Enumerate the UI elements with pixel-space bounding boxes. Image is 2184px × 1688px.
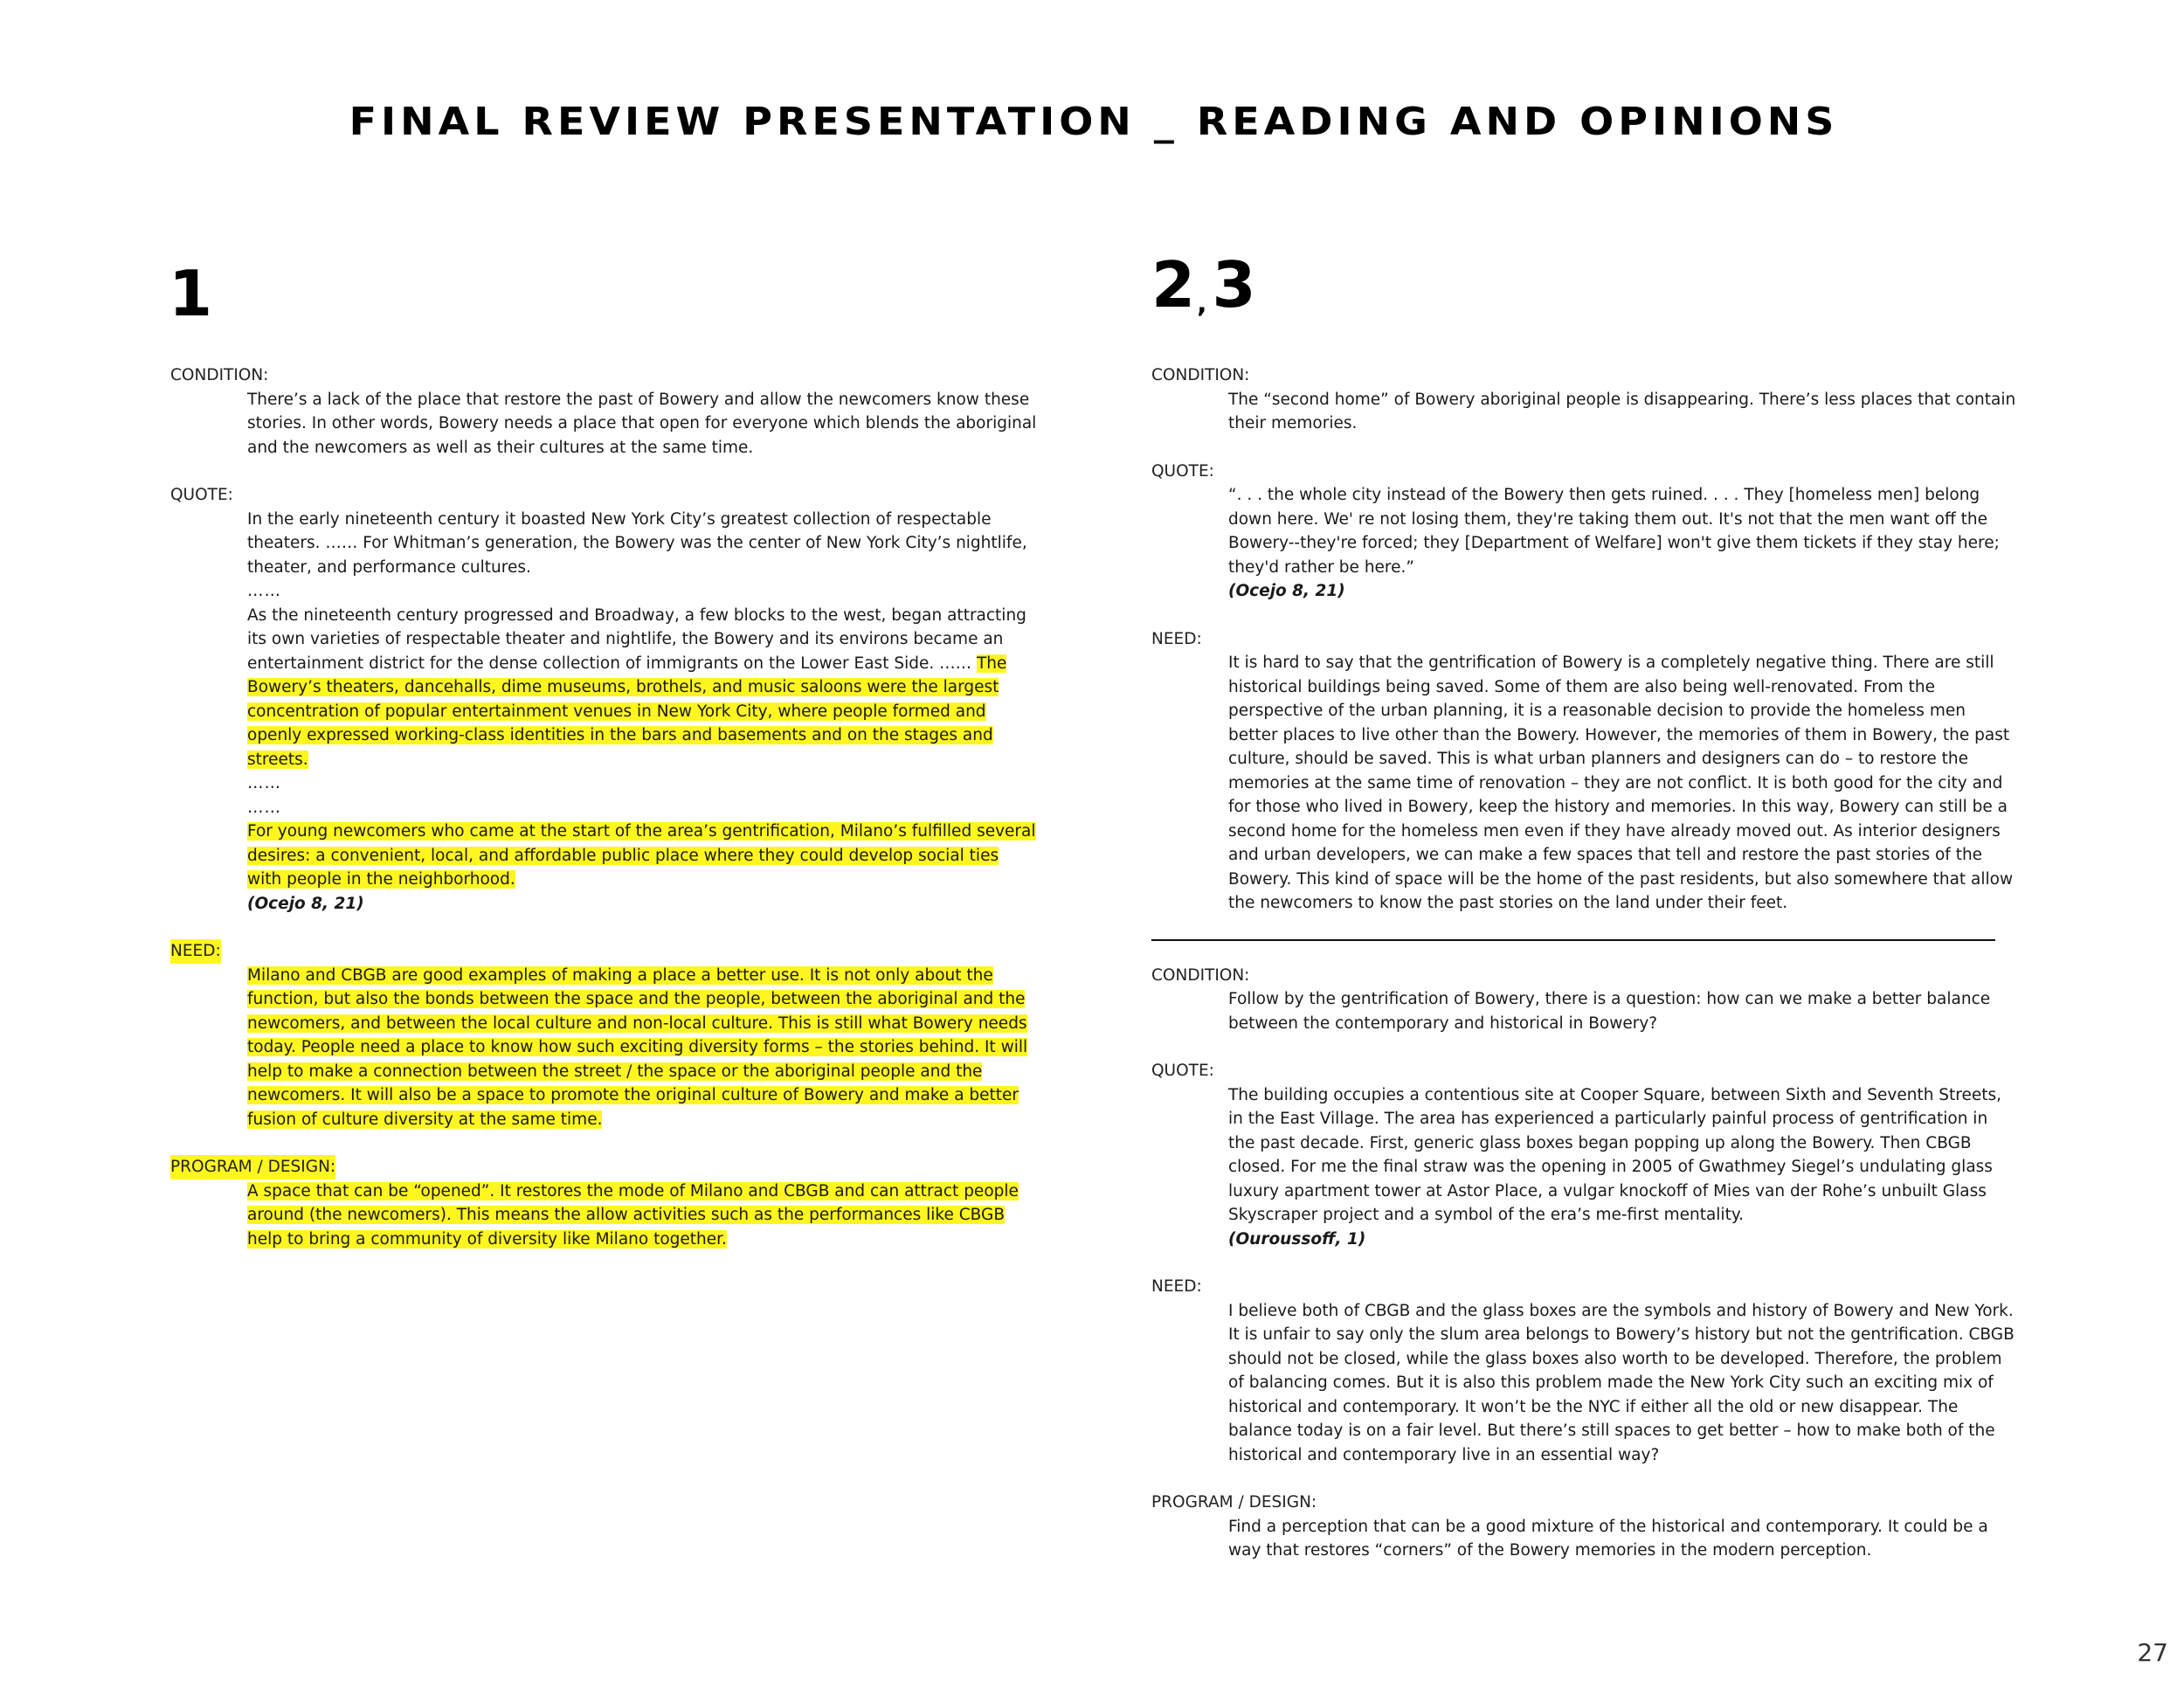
quote-label: QUOTE:	[170, 486, 233, 504]
quote-p2-plain: As the nineteenth century progressed and Broadway, a few blocks to the west, began attracting its own varieties of respectable theater and nightlife, the Bowery and its environs became an entertainment district for the dense collection of immigrants on the Lower East Side. ……	[247, 605, 1026, 673]
column-number-2-3	[1151, 248, 1256, 322]
page-number: 27	[2137, 1638, 2168, 1667]
program-label: PROGRAM / DESIGN:	[1151, 1493, 1317, 1512]
right-s1-quote-section	[1151, 460, 2025, 604]
condition-text: There’s a lack of the place that restore the past of Bowery and allow the newcomers know these stories. In other words, Bowery needs a place that open for everyone which blends the aboriginal and the newcomers as well as their cultures at the same time.	[247, 390, 1037, 457]
ellipsis-3: ……	[247, 798, 281, 817]
number-3: 3	[1212, 248, 1256, 322]
left-quote-section	[170, 483, 1044, 916]
page-title: FINAL REVIEW PRESENTATION _ READING AND OPINIONS	[349, 99, 1839, 144]
quote-text: “. . . the whole city instead of the Bowery then gets ruined. . . . They [homeless men] belong down here. We' re not losing them, they're taking them out. It's not that the men want off the Bowery--they're forced; they [Department of Welfare] won't give them tickets if they stay here; they'd rather be here.”	[1228, 486, 2000, 577]
program-text: A space that can be “opened”. It restores the mode of Milano and CBGB and can attract people around (the newcomers). This means the allow activities such as the performances like CBGB help to bring a community of diversity like Milano together.	[247, 1181, 1019, 1249]
left-need-section	[170, 939, 1044, 1131]
citation: (Ocejo 8, 21)	[247, 894, 364, 913]
right-s2-condition-section	[1151, 964, 2025, 1036]
quote-p3-highlight: For young newcomers who came at the start of the area’s gentrification, Milano’s fulfilled several desires: a convenient, local, and affordable public place where they could develop social ties with people in the neighborhood.	[247, 822, 1036, 889]
program-paragraph	[247, 1180, 1038, 1252]
quote-label: QUOTE:	[1151, 461, 1214, 481]
need-label: NEED:	[1151, 629, 1202, 648]
right-s1-condition-section	[1151, 363, 2025, 436]
need-label: NEED:	[170, 939, 221, 964]
left-program-section	[170, 1155, 1044, 1251]
condition-text: The “second home” of Bowery aboriginal people is disappearing. There’s less places that contain their memories.	[1228, 390, 2016, 432]
quote-paragraph-1: In the early nineteenth century it boasted New York City’s greatest collection of respectable theaters. …… For Whitman’s generation, the Bowery was the center of New York City’s nightlife, theater, and performance cultures.	[247, 509, 1027, 577]
section-divider	[1151, 939, 1995, 941]
left-condition-section	[170, 363, 1044, 460]
condition-text: Follow by the gentrification of Bowery, there is a question: how can we make a better balance between the contemporary and historical in Bowery?	[1228, 990, 1991, 1033]
citation: (Ocejo 8, 21)	[1228, 582, 1345, 600]
need-text: I believe both of CBGB and the glass boxes are the symbols and history of Bowery and New York. It is unfair to say only the slum area belongs to Bowery’s history but not the gentrification. CBGB should not be closed, while the glass boxes also worth to be developed. Therefore, the problem of balancing comes. But it is also this problem made the New York City such an exciting mix of historical and contemporary. It won’t be the NYC if either all the old or new disappear. The balance today is on a fair level. But there’s still spaces to get better – how to make both of the historical and contemporary live in an essential way?	[1228, 1301, 2015, 1464]
ellipsis-2: ……	[247, 774, 281, 792]
right-s2-quote-section	[1151, 1059, 2025, 1251]
condition-label: CONDITION:	[170, 366, 269, 384]
ellipsis-1: ……	[247, 582, 281, 600]
quote-paragraph-3	[247, 820, 1038, 892]
right-column	[1151, 363, 2025, 1587]
number-2: 2	[1151, 248, 1196, 322]
right-s1-need-section	[1151, 627, 2025, 916]
number-comma: ,	[1197, 288, 1207, 319]
citation: (Ouroussoff, 1)	[1228, 1229, 1366, 1249]
need-paragraph	[247, 964, 1038, 1132]
condition-label: CONDITION:	[1151, 965, 1250, 985]
quote-text: The building occupies a contentious site at Cooper Square, between Sixth and Seventh Streets, in the East Village. The area has experienced a particularly painful process of gentrification in the past decade. First, generic glass boxes began popping up along the Bowery. Then CBGB closed. For me the final straw was the opening in 2005 of Gwathmey Siegel’s undulating glass luxury apartment tower at Astor Place, a vulgar knockoff of Mies van der Rohe’s unbuilt Glass Skyscraper project and a symbol of the era’s me-first mentality.	[1228, 1085, 2002, 1224]
right-s2-need-section	[1151, 1275, 2025, 1467]
condition-label: CONDITION:	[1151, 366, 1250, 384]
quote-label: QUOTE:	[1151, 1062, 1214, 1080]
need-label: NEED:	[1151, 1277, 1202, 1296]
program-label: PROGRAM / DESIGN:	[170, 1155, 335, 1180]
left-column	[170, 363, 1044, 1275]
quote-paragraph-2	[247, 604, 1038, 772]
right-s2-program-section	[1151, 1491, 2025, 1563]
program-text: Find a perception that can be a good mixture of the historical and contemporary. It could be a way that restores “corners” of the Bowery memories in the modern perception.	[1228, 1517, 1988, 1560]
column-number-1: 1	[169, 257, 213, 330]
need-text: It is hard to say that the gentrification of Bowery is a completely negative thing. There are still historical buildings being saved. Some of them are also being well-renovated. From the perspective of the urban planning, it is a reasonable decision to provide the homeless men better places to live other than the Bowery. However, the memories of them in Bowery, the past culture, should be saved. This is what urban planners and designers can do – to restore the memories at the same time of renovation – they are not conflict. It is both good for the city and for those who lived in Bowery, keep the history and memories. In this way, Bowery can still be a second home for the homeless men even if they have already moved out. As interior designers and urban developers, we can make a few spaces that tell and restore the past stories of the Bowery. This kind of space will be the home of the past residents, but also somewhere that allow the newcomers to know the past stories on the land under their feet.	[1228, 654, 2014, 912]
quote-p2-highlight: The Bowery’s theaters, dancehalls, dime museums, brothels, and music saloons were the largest concentration of popular entertainment venues in New York City, where people formed and openly expressed working-class identities in the bars and basements and on the stages and streets.	[247, 654, 1007, 769]
need-text: Milano and CBGB are good examples of making a place a better use. It is not only about the function, but also the bonds between the space and the people, between the aboriginal and the newcomers, and between the local culture and non-local culture. This is still what Bowery needs today. People need a place to know how such exciting diversity forms – the stories behind. It will help to make a connection between the street / the space or the aboriginal people and the newcomers. It will also be a space to promote the original culture of Bowery and make a better fusion of culture diversity at the same time.	[247, 965, 1028, 1129]
